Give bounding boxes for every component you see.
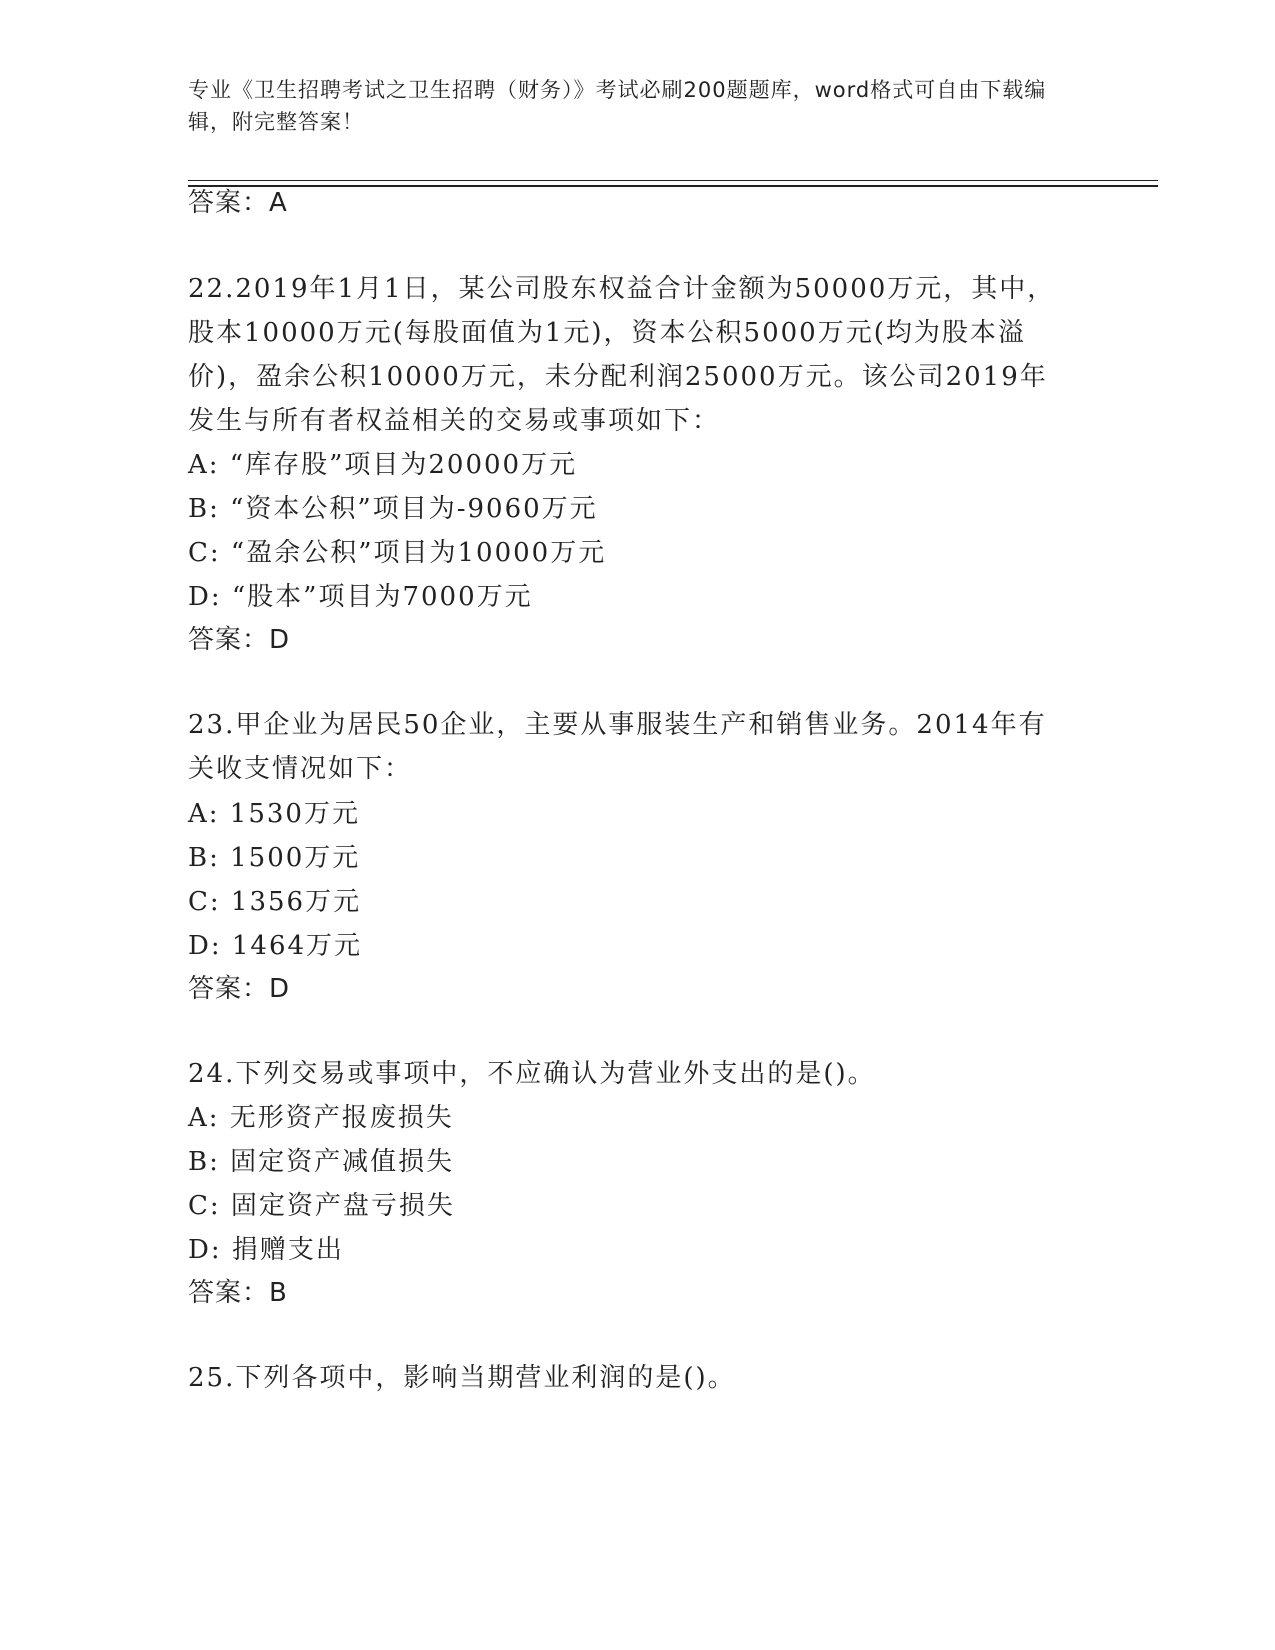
question-22-line-4: 发生与所有者权益相关的交易或事项如下： (188, 406, 721, 436)
document-header: 专业《卫生招聘考试之卫生招聘（财务）》考试必刷200题题库，word格式可自由下载编辑，附完整答案！ (188, 78, 1047, 134)
question-22-line-1: 22.2019年1月1日，某公司股东权益合计金额为50000万元，其中， (188, 274, 1056, 304)
answer-22: 答案：D (188, 625, 291, 655)
question-24-option-a: A: 无形资产报废损失 (188, 1103, 454, 1133)
question-23-line-2: 关收支情况如下： (188, 754, 413, 784)
question-25-line-1: 25.下列各项中，影响当期营业利润的是()。 (188, 1363, 736, 1393)
question-23-line-1: 23.甲企业为居民50企业，主要从事服装生产和销售业务。2014年有 (188, 710, 1047, 740)
question-22-line-2: 股本10000万元(每股面值为1元)，资本公积5000万元(均为股本溢 (188, 318, 1026, 348)
question-22-option-c: C: “盈余公积”项目为10000万元 (188, 538, 607, 568)
question-24-line-1: 24.下列交易或事项中，不应确认为营业外支出的是()。 (188, 1059, 876, 1089)
question-22-line-3: 价)，盈余公积10000万元，未分配利润25000万元。该公司2019年 (188, 362, 1048, 392)
question-24-option-d: D: 捐赠支出 (188, 1235, 344, 1265)
answer-23: 答案：D (188, 974, 291, 1004)
question-22-option-d: D: “股本”项目为7000万元 (188, 582, 533, 612)
question-22-option-b: B: “资本公积”项目为-9060万元 (188, 494, 598, 524)
header-rule-thick (188, 185, 1158, 187)
question-24-option-b: B: 固定资产减值损失 (188, 1147, 455, 1177)
answer-24: 答案：B (188, 1278, 288, 1308)
question-24-option-c: C: 固定资产盘亏损失 (188, 1191, 455, 1221)
question-22-option-a: A: “库存股”项目为20000万元 (188, 450, 578, 480)
answer-21: 答案：A (188, 188, 288, 218)
question-23-option-b: B: 1500万元 (188, 843, 361, 873)
header-rule-thin (188, 180, 1158, 181)
question-23-option-d: D: 1464万元 (188, 931, 363, 961)
question-23-option-c: C: 1356万元 (188, 887, 362, 917)
question-23-option-a: A: 1530万元 (188, 799, 360, 829)
